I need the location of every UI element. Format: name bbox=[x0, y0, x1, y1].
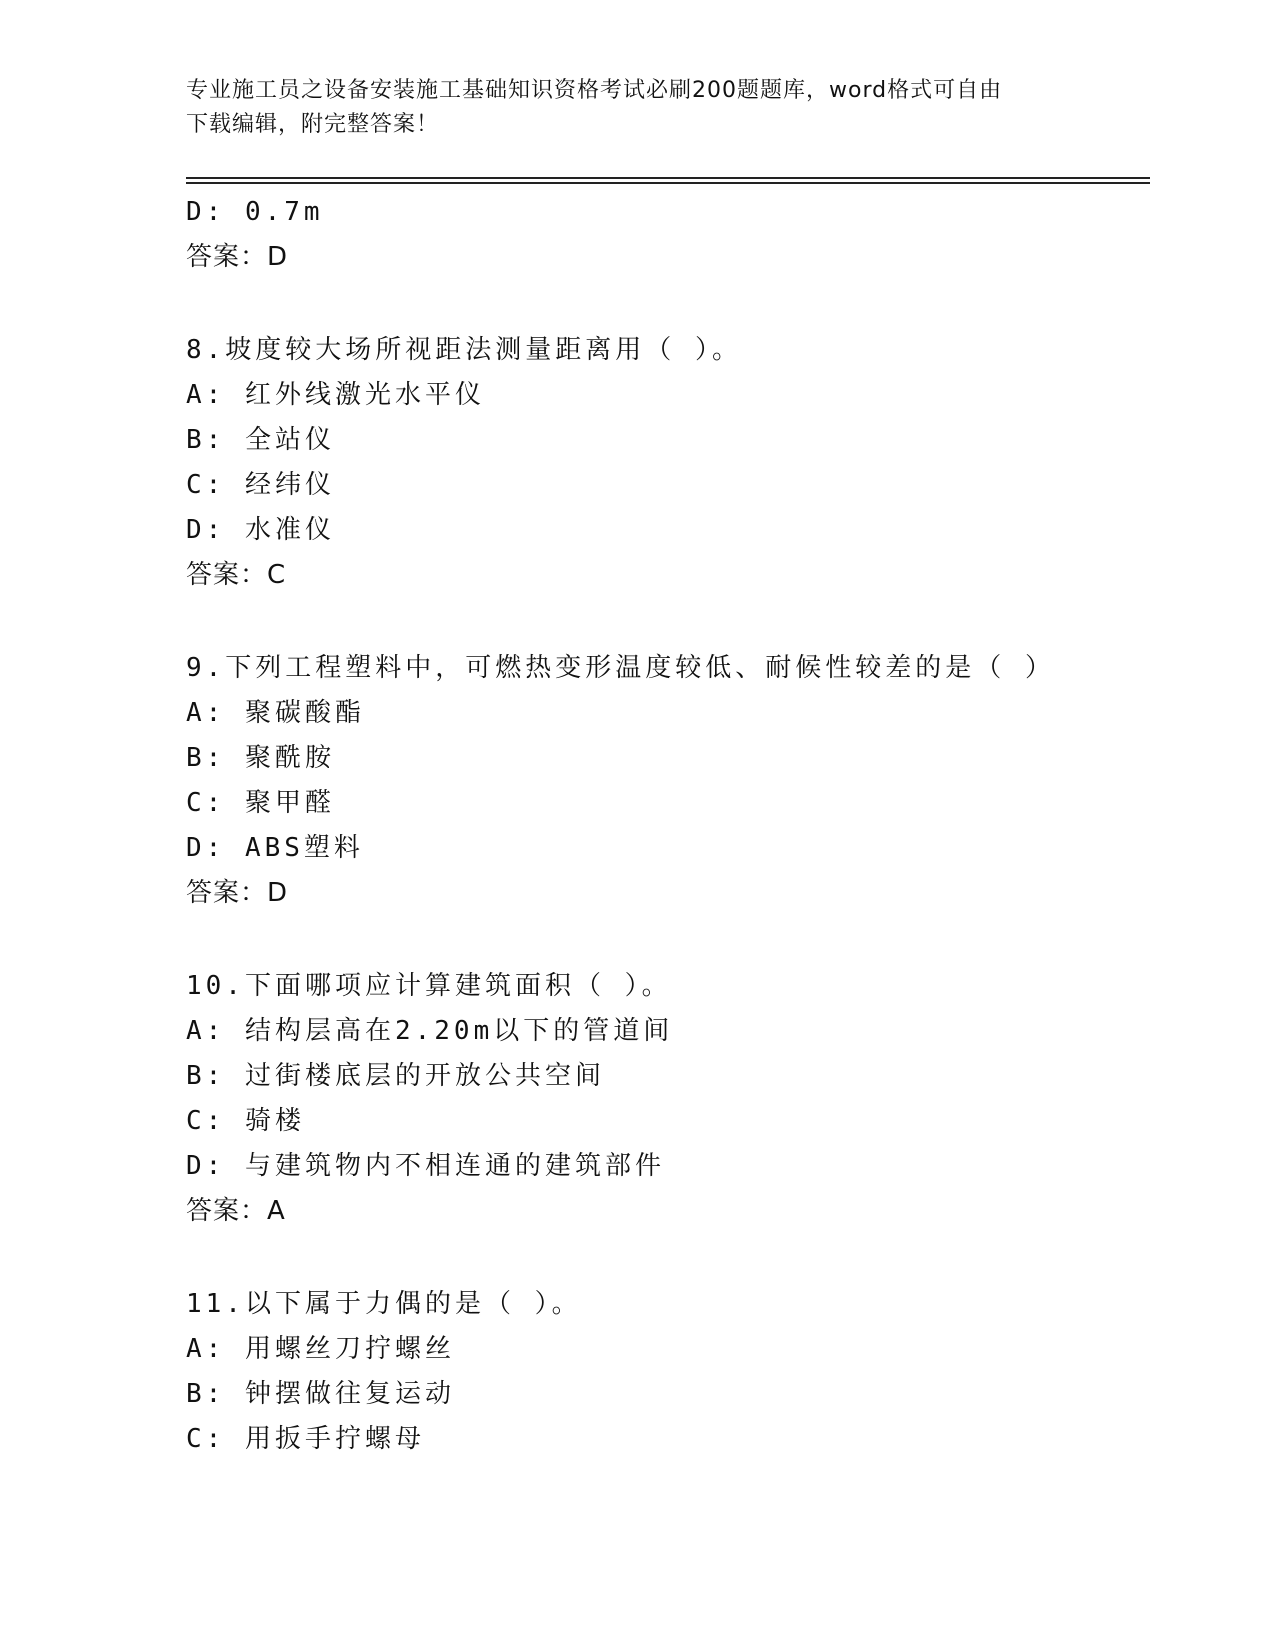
question-8 bbox=[186, 328, 1150, 598]
header-title-line2: 下载编辑，附完整答案！ bbox=[186, 112, 440, 137]
option-b: B: 过街楼底层的开放公共空间 bbox=[186, 1061, 605, 1091]
option-b: B: 全站仪 bbox=[186, 425, 335, 455]
question-10 bbox=[186, 964, 1150, 1234]
header-rule-bottom bbox=[186, 182, 1150, 184]
option-c: C: 聚甲醛 bbox=[186, 788, 335, 818]
option-a: A: 红外线激光水平仪 bbox=[186, 380, 485, 410]
option-a: A: 结构层高在2.20m以下的管道间 bbox=[186, 1016, 674, 1046]
question-9 bbox=[186, 646, 1150, 916]
option-b: B: 聚酰胺 bbox=[186, 743, 335, 773]
header-title-line1: 专业施工员之设备安装施工基础知识资格考试必刷200题题库，word格式可自由 bbox=[186, 78, 1003, 103]
answer-line: 答案：A bbox=[186, 1196, 286, 1226]
answer-line: 答案：D bbox=[186, 878, 289, 908]
question-11 bbox=[186, 1282, 1150, 1462]
question-list bbox=[186, 190, 1150, 1462]
option-c: C: 经纬仪 bbox=[186, 470, 335, 500]
option-c: C: 用扳手拧螺母 bbox=[186, 1424, 425, 1454]
question-stem: 8.坡度较大场所视距法测量距离用（ ）。 bbox=[186, 335, 742, 365]
question-stem: 9.下列工程塑料中，可燃热变形温度较低、耐候性较差的是（ ） bbox=[186, 653, 1055, 683]
option-b: B: 钟摆做往复运动 bbox=[186, 1379, 455, 1409]
answer-line: 答案：C bbox=[186, 560, 287, 590]
answer-line: 答案：D bbox=[186, 242, 289, 272]
option-d: D: 0.7m bbox=[186, 197, 324, 227]
option-c: C: 骑楼 bbox=[186, 1106, 305, 1136]
option-d: D: 与建筑物内不相连通的建筑部件 bbox=[186, 1151, 665, 1181]
header-rule-top bbox=[186, 177, 1150, 179]
question-stem: 11.以下属于力偶的是（ ）。 bbox=[186, 1289, 582, 1319]
question-stem: 10.下面哪项应计算建筑面积（ ）。 bbox=[186, 971, 672, 1001]
option-a: A: 用螺丝刀拧螺丝 bbox=[186, 1334, 455, 1364]
previous-question-tail bbox=[186, 190, 1150, 280]
option-a: A: 聚碳酸酯 bbox=[186, 698, 365, 728]
option-d: D: ABS塑料 bbox=[186, 833, 364, 863]
document-header bbox=[186, 74, 1086, 142]
option-d: D: 水准仪 bbox=[186, 515, 335, 545]
